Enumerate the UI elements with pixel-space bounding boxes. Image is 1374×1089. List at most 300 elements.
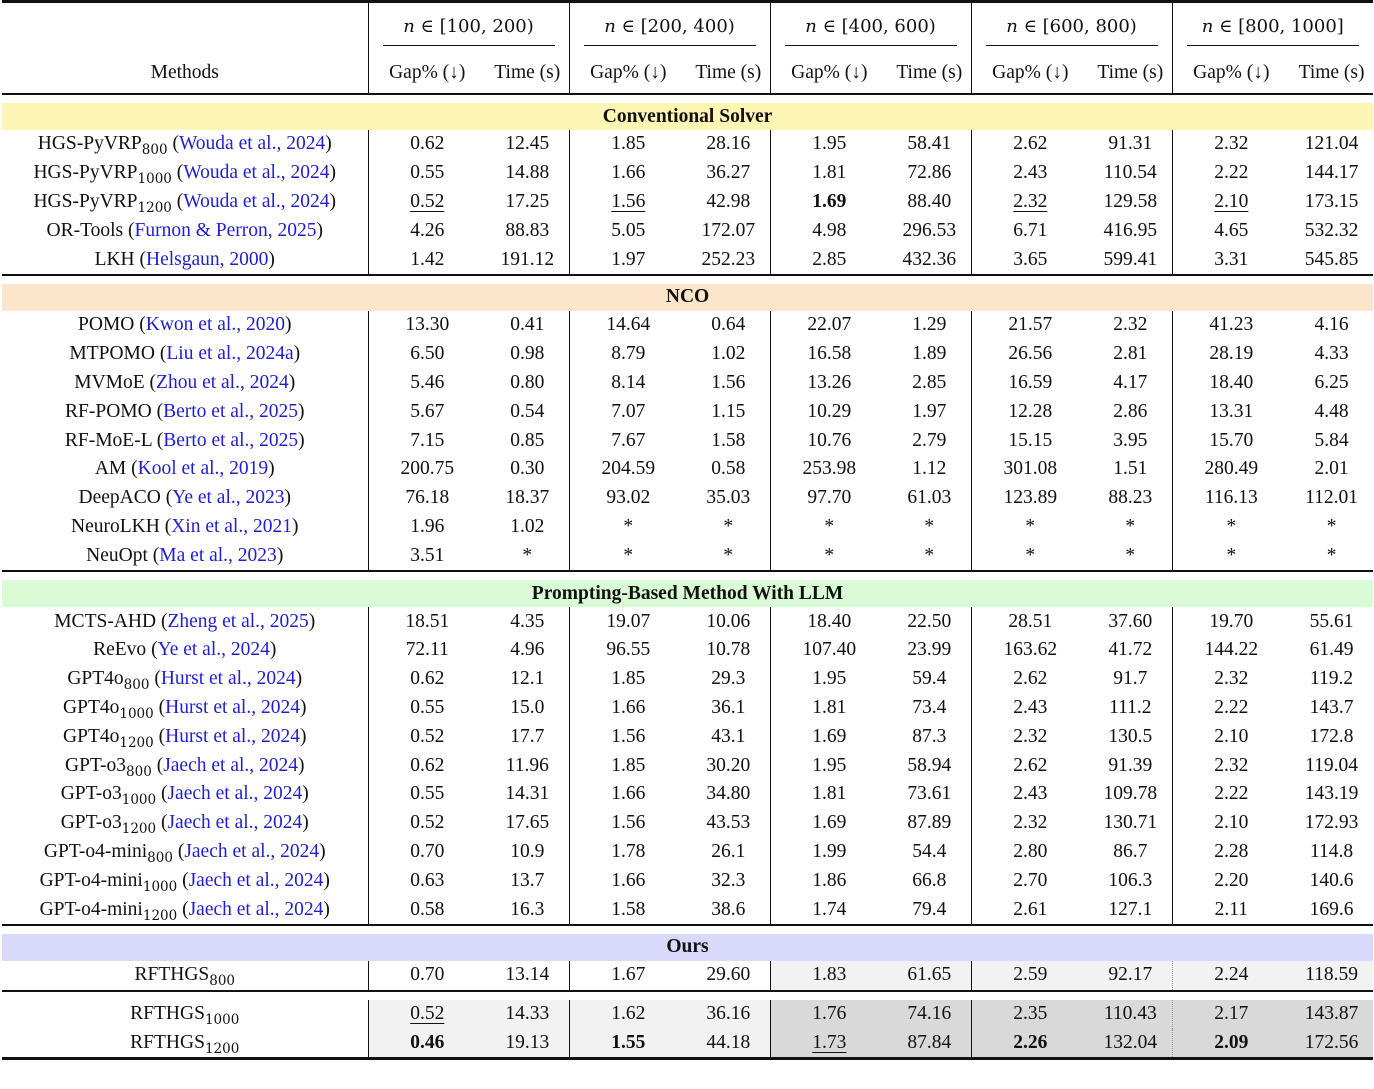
cell-value: 0.55 <box>410 696 445 718</box>
cell-value: 144.22 <box>1204 639 1259 661</box>
time-value <box>1089 961 1172 991</box>
cell-value: 172.07 <box>701 219 756 241</box>
gap-value <box>1172 541 1290 571</box>
cell-value: 14.88 <box>505 162 550 184</box>
gap-value <box>1172 866 1290 895</box>
cell-value: 1.74 <box>812 898 847 920</box>
table-row <box>2 426 1373 455</box>
time-value <box>1089 866 1172 895</box>
gap-value <box>1172 665 1290 694</box>
cell-value: 23.99 <box>907 639 952 661</box>
gap-value <box>368 665 486 694</box>
gap-header: Gap% (↓) <box>770 53 888 94</box>
cell-value: 110.54 <box>1103 162 1157 184</box>
time-value <box>486 636 569 665</box>
gap-value <box>368 961 486 991</box>
time-header: Time (s) <box>1298 62 1365 83</box>
method-cell: MVMoE (Zhou et al., 2024) <box>74 371 296 393</box>
cell-value: 18.37 <box>505 487 550 509</box>
gap-value <box>770 397 888 426</box>
cell-value: 116.13 <box>1204 487 1258 509</box>
cell-value: 2.79 <box>912 429 947 451</box>
cell-value: 144.17 <box>1304 162 1359 184</box>
cell-value: 2.32 <box>1013 190 1048 212</box>
section-divider <box>2 925 1373 934</box>
time-value <box>486 895 569 925</box>
time-value <box>1290 961 1373 991</box>
gap-value <box>368 369 486 398</box>
gap-value <box>971 607 1089 636</box>
cell-value: 2.43 <box>1013 783 1048 805</box>
cell-value: 1.66 <box>611 783 646 805</box>
cell-value: 55.61 <box>1309 610 1354 632</box>
cell-value: 13.31 <box>1209 400 1254 422</box>
cell-value: 172.8 <box>1309 725 1354 747</box>
method-cell <box>2 1029 368 1059</box>
cell-value: 143.7 <box>1309 696 1354 718</box>
cell-value: 416.95 <box>1103 219 1158 241</box>
cell-value: 87.3 <box>912 725 947 747</box>
citation-link[interactable]: Kool et al., 2019 <box>137 458 269 480</box>
time-value <box>687 426 770 455</box>
time-value <box>1089 513 1172 542</box>
citation-link[interactable]: Xin et al., 2021 <box>171 515 292 537</box>
gap-value <box>770 751 888 780</box>
cell-value: 13.26 <box>807 371 852 393</box>
cell-value: 0.58 <box>410 898 445 920</box>
time-value <box>888 245 971 275</box>
gap-value <box>971 1029 1089 1059</box>
cell-value: 2.62 <box>1013 133 1048 155</box>
method-cell: $GPT4o_{1200}$ (Hurst et al., 2024) <box>63 725 307 751</box>
method-subscript: 800 <box>126 763 152 780</box>
cell-value: 16.59 <box>1008 371 1053 393</box>
time-value <box>1089 541 1172 571</box>
cell-value: 32.3 <box>711 869 746 891</box>
cell-value: 143.19 <box>1304 783 1359 805</box>
cell-value: 2.28 <box>1214 840 1249 862</box>
cell-value: 0.58 <box>711 458 746 480</box>
time-value <box>1089 780 1172 809</box>
cell-value: * <box>1226 515 1237 537</box>
citation-link[interactable]: Hurst et al., 2024 <box>165 696 300 718</box>
gap-value <box>770 694 888 723</box>
cell-value: 1.99 <box>812 840 847 862</box>
cell-value: 1.95 <box>812 668 847 690</box>
cell-value: 0.55 <box>410 783 445 805</box>
citation-link[interactable]: Wouda et al., 2024 <box>183 190 330 212</box>
results-table <box>2 0 1373 1060</box>
method-name: RF-MoE-L <box>64 429 152 451</box>
table-row <box>2 961 1373 991</box>
cell-value: 22.50 <box>907 610 952 632</box>
cell-value: * <box>1326 544 1337 566</box>
citation-link[interactable]: Liu et al., 2024a <box>166 343 294 365</box>
time-value <box>687 397 770 426</box>
gap-value <box>569 895 687 925</box>
cell-value: * <box>1125 544 1136 566</box>
time-value <box>1290 484 1373 513</box>
cell-value: 2.62 <box>1013 754 1048 776</box>
cell-value: 163.62 <box>1003 639 1058 661</box>
cell-value: 1.85 <box>611 133 646 155</box>
cell-value: 19.70 <box>1209 610 1254 632</box>
cell-value: 14.64 <box>606 314 651 336</box>
gap-value <box>770 866 888 895</box>
citation-link[interactable]: Berto et al., 2025 <box>163 400 298 422</box>
citation-link[interactable]: Wouda et al., 2024 <box>178 133 326 155</box>
time-value <box>486 694 569 723</box>
cell-value: 2.20 <box>1214 869 1249 891</box>
method-subscript: 1000 <box>121 792 157 809</box>
citation-link[interactable]: Jaech et al., 2024 <box>167 783 303 805</box>
method-cell: HGS-PyVRP$_{800}$ (Wouda et al., 2024) <box>37 133 332 159</box>
method-name: AM <box>94 458 127 480</box>
cell-value: 2.59 <box>1013 964 1048 986</box>
group-header-200-400: n ∈ [200, 400) <box>569 2 770 54</box>
time-value <box>1290 130 1373 159</box>
citation-link[interactable]: Jaech et al., 2024 <box>184 840 320 862</box>
cell-value: 1.69 <box>812 190 847 212</box>
time-value <box>1089 397 1172 426</box>
time-value <box>888 961 971 991</box>
methods-header: Methods <box>150 62 219 83</box>
cell-value: 5.05 <box>611 219 646 241</box>
time-value <box>888 541 971 571</box>
time-value <box>486 426 569 455</box>
gap-value <box>368 188 486 217</box>
gap-value <box>770 961 888 991</box>
citation-link[interactable]: Zheng et al., 2025 <box>167 610 309 632</box>
gap-value <box>971 188 1089 217</box>
method-cell: OR-Tools (Furnon & Perron, 2025) <box>46 219 323 241</box>
time-value <box>486 245 569 275</box>
time-value <box>687 838 770 867</box>
table-row <box>2 513 1373 542</box>
cell-value: 129.58 <box>1103 190 1158 212</box>
cell-value: 37.60 <box>1108 610 1153 632</box>
cell-value: 200.75 <box>400 458 455 480</box>
cell-value: 2.81 <box>1113 343 1148 365</box>
divider-space <box>2 571 1373 580</box>
time-header: Time (s) <box>896 62 963 83</box>
citation-link[interactable]: Jaech et al., 2024 <box>188 869 324 891</box>
time-value <box>1089 188 1172 217</box>
time-value <box>486 311 569 340</box>
cell-value: 1.81 <box>812 162 847 184</box>
cell-value: 87.89 <box>907 812 952 834</box>
method-cell: GPT-$o3_{1200}$ (Jaech et al., 2024) <box>60 812 309 838</box>
gap-value <box>971 722 1089 751</box>
method-cell: GPT-o4-mini$_{1000}$ (Jaech et al., 2024) <box>39 869 330 895</box>
gap-value <box>770 1000 888 1029</box>
header-blank <box>2 2 368 54</box>
table-row <box>2 694 1373 723</box>
cell-value: 0.52 <box>410 1003 445 1025</box>
citation-link[interactable]: Jaech et al., 2024 <box>188 898 324 920</box>
citation-link[interactable]: Ma et al., 2023 <box>159 544 277 566</box>
time-value <box>687 159 770 188</box>
time-value <box>687 541 770 571</box>
time-value <box>687 665 770 694</box>
time-header: Time (s) <box>494 62 561 83</box>
gap-value <box>368 216 486 245</box>
cell-value: 2.43 <box>1013 696 1048 718</box>
gap-value <box>770 455 888 484</box>
gap-value <box>569 665 687 694</box>
method-name: RFTHGS <box>130 1031 205 1053</box>
cell-value: 8.79 <box>611 343 646 365</box>
method-cell <box>2 961 368 991</box>
cell-value: 79.4 <box>912 898 947 920</box>
cell-value: 2.10 <box>1214 812 1249 834</box>
time-value <box>1089 369 1172 398</box>
gap-value <box>569 159 687 188</box>
cell-value: 130.71 <box>1103 812 1158 834</box>
method-name: GPT4o <box>63 725 120 747</box>
gap-value <box>569 694 687 723</box>
gap-value <box>1172 636 1290 665</box>
time-value <box>486 159 569 188</box>
cell-value: 15.0 <box>510 696 545 718</box>
cell-value: * <box>824 515 835 537</box>
gap-value <box>569 636 687 665</box>
cell-value: 2.35 <box>1013 1003 1048 1025</box>
time-value <box>486 665 569 694</box>
gap-value <box>569 780 687 809</box>
gap-value <box>1172 130 1290 159</box>
cell-value: 5.46 <box>410 371 445 393</box>
method-subscript: 1000 <box>204 1012 240 1029</box>
time-value <box>1290 311 1373 340</box>
cell-value: 30.20 <box>706 754 751 776</box>
time-value <box>1089 455 1172 484</box>
cell-value: 5.84 <box>1314 429 1349 451</box>
cell-value: 0.41 <box>510 314 545 336</box>
cell-value: 2.85 <box>912 371 947 393</box>
time-value <box>486 751 569 780</box>
cell-value: 16.3 <box>510 898 545 920</box>
citation-link[interactable]: Zhou et al., 2024 <box>156 371 289 393</box>
cell-value: 1.97 <box>611 248 646 270</box>
table-row <box>2 665 1373 694</box>
gap-value <box>569 311 687 340</box>
gap-value <box>368 484 486 513</box>
cell-value: 11.96 <box>505 754 549 776</box>
citation-link[interactable]: Helsgaun, 2000 <box>146 248 269 270</box>
cell-value: 43.1 <box>711 725 746 747</box>
time-value <box>486 340 569 369</box>
gap-value <box>1172 751 1290 780</box>
gap-value <box>971 665 1089 694</box>
section-title: Conventional Solver <box>2 103 1373 130</box>
cell-value: 2.17 <box>1214 1003 1249 1025</box>
gap-value <box>1172 961 1290 991</box>
cell-value: 1.73 <box>812 1031 847 1053</box>
time-value <box>687 1000 770 1029</box>
time-value <box>1290 216 1373 245</box>
method-cell: RF-MoE-L (Berto et al., 2025) <box>64 429 305 451</box>
method-cell: GPT-o4-mini$_{800}$ (Jaech et al., 2024) <box>43 840 326 866</box>
time-value <box>486 1029 569 1059</box>
method-name: MCTS-AHD <box>54 610 157 632</box>
cell-value: 1.66 <box>611 696 646 718</box>
time-value <box>888 130 971 159</box>
method-subscript: 800 <box>141 142 168 159</box>
gap-value <box>971 694 1089 723</box>
time-value <box>888 665 971 694</box>
time-value <box>486 541 569 571</box>
cell-value: 2.32 <box>1113 314 1148 336</box>
cell-value: 73.4 <box>912 696 947 718</box>
time-value <box>888 1029 971 1059</box>
cell-value: 6.71 <box>1013 219 1048 241</box>
method-cell: AM (Kool et al., 2019) <box>94 458 275 480</box>
citation-link[interactable]: Kwon et al., 2020 <box>145 314 285 336</box>
gap-value <box>1172 780 1290 809</box>
cell-value: 59.4 <box>912 668 947 690</box>
table-row <box>2 751 1373 780</box>
cell-value: 532.32 <box>1304 219 1359 241</box>
cell-value: 4.33 <box>1314 343 1349 365</box>
time-value <box>687 188 770 217</box>
cell-value: 28.19 <box>1209 343 1254 365</box>
gap-value <box>971 484 1089 513</box>
time-value <box>1290 722 1373 751</box>
cell-value: 92.17 <box>1108 964 1153 986</box>
time-value <box>888 369 971 398</box>
method-subscript: 1200 <box>137 199 172 216</box>
time-value <box>687 513 770 542</box>
cell-value: 121.04 <box>1304 133 1359 155</box>
cell-value: 2.01 <box>1314 458 1349 480</box>
cell-value: 74.16 <box>907 1003 952 1025</box>
gap-value <box>971 340 1089 369</box>
cell-value: 173.15 <box>1304 190 1359 212</box>
cell-value: 4.48 <box>1314 400 1349 422</box>
time-value <box>888 895 971 925</box>
citation-link[interactable]: Hurst et al., 2024 <box>165 725 300 747</box>
section-divider <box>2 991 1373 1000</box>
time-value <box>1089 694 1172 723</box>
gap-value <box>368 895 486 925</box>
time-value <box>1290 513 1373 542</box>
gap-value <box>569 216 687 245</box>
citation-link[interactable]: Berto et al., 2025 <box>163 429 299 451</box>
cell-value: 91.31 <box>1108 133 1153 155</box>
gap-value <box>971 866 1089 895</box>
gap-value <box>368 838 486 867</box>
citation-link[interactable]: Jaech et al., 2024 <box>163 754 299 776</box>
cell-value: 1.15 <box>711 400 746 422</box>
cell-value: 1.42 <box>410 248 445 270</box>
gap-value <box>971 751 1089 780</box>
time-value <box>1089 665 1172 694</box>
cell-value: 123.89 <box>1003 487 1058 509</box>
cell-value: 432.36 <box>902 248 957 270</box>
gap-value <box>368 866 486 895</box>
gap-value <box>971 159 1089 188</box>
gap-value <box>770 311 888 340</box>
gap-value <box>971 513 1089 542</box>
gap-value <box>1172 188 1290 217</box>
cell-value: 17.25 <box>505 190 550 212</box>
divider-space <box>2 94 1373 103</box>
time-value <box>1089 1000 1172 1029</box>
citation-link[interactable]: Furnon & Perron, 2025 <box>134 219 317 241</box>
cell-value: 36.27 <box>706 162 751 184</box>
cell-value: 2.85 <box>812 248 847 270</box>
cell-value: 15.15 <box>1008 429 1053 451</box>
cell-value: 1.69 <box>812 812 847 834</box>
time-value <box>1290 1029 1373 1059</box>
cell-value: 43.53 <box>706 812 751 834</box>
cell-value: * <box>623 544 634 566</box>
group-header-800-1000: n ∈ [800, 1000] <box>1172 2 1373 54</box>
method-cell: NeuOpt (Ma et al., 2023) <box>86 544 284 566</box>
table-row <box>2 397 1373 426</box>
cell-value: 130.5 <box>1108 725 1153 747</box>
time-value <box>486 607 569 636</box>
gap-value <box>770 369 888 398</box>
time-value <box>1290 780 1373 809</box>
method-cell: RF-POMO (Berto et al., 2025) <box>65 400 305 422</box>
gap-value <box>368 245 486 275</box>
gap-value <box>1172 809 1290 838</box>
gap-value <box>1172 607 1290 636</box>
time-value <box>486 216 569 245</box>
citation-link[interactable]: Ye et al., 2023 <box>172 487 285 509</box>
method-name: NeuroLKH <box>71 515 160 537</box>
section-header-conventional-solver <box>2 103 1373 130</box>
cell-value: 16.58 <box>807 343 852 365</box>
gap-value <box>971 541 1089 571</box>
cell-value: 1.66 <box>611 869 646 891</box>
gap-value <box>368 1029 486 1059</box>
table-row <box>2 895 1373 925</box>
time-value <box>687 780 770 809</box>
cell-value: 19.07 <box>606 610 651 632</box>
section-header-nco <box>2 284 1373 311</box>
cell-value: 13.30 <box>405 314 450 336</box>
cell-value: 87.84 <box>907 1031 952 1053</box>
table-row <box>2 369 1373 398</box>
gap-value <box>368 541 486 571</box>
cell-value: 2.09 <box>1214 1031 1249 1053</box>
cell-value: 12.28 <box>1008 400 1053 422</box>
cell-value: 4.16 <box>1314 314 1349 336</box>
gap-value <box>368 607 486 636</box>
citation-link[interactable]: Jaech et al., 2024 <box>167 812 303 834</box>
gap-value <box>368 130 486 159</box>
section-divider <box>2 275 1373 284</box>
divider-space <box>2 991 1373 1000</box>
method-name: LKH <box>94 248 135 270</box>
cell-value: 1.86 <box>812 869 847 891</box>
citation-link[interactable]: Hurst et al., 2024 <box>160 668 296 690</box>
time-value <box>1290 636 1373 665</box>
time-value <box>888 188 971 217</box>
gap-value <box>368 426 486 455</box>
method-name: OR-Tools <box>46 219 124 241</box>
time-value <box>1290 866 1373 895</box>
cell-value: 1.29 <box>912 314 947 336</box>
time-value <box>486 809 569 838</box>
gap-value <box>368 722 486 751</box>
citation-link[interactable]: Wouda et al., 2024 <box>183 162 330 184</box>
citation-link[interactable]: Ye et al., 2024 <box>157 639 270 661</box>
cell-value: 58.41 <box>907 133 952 155</box>
